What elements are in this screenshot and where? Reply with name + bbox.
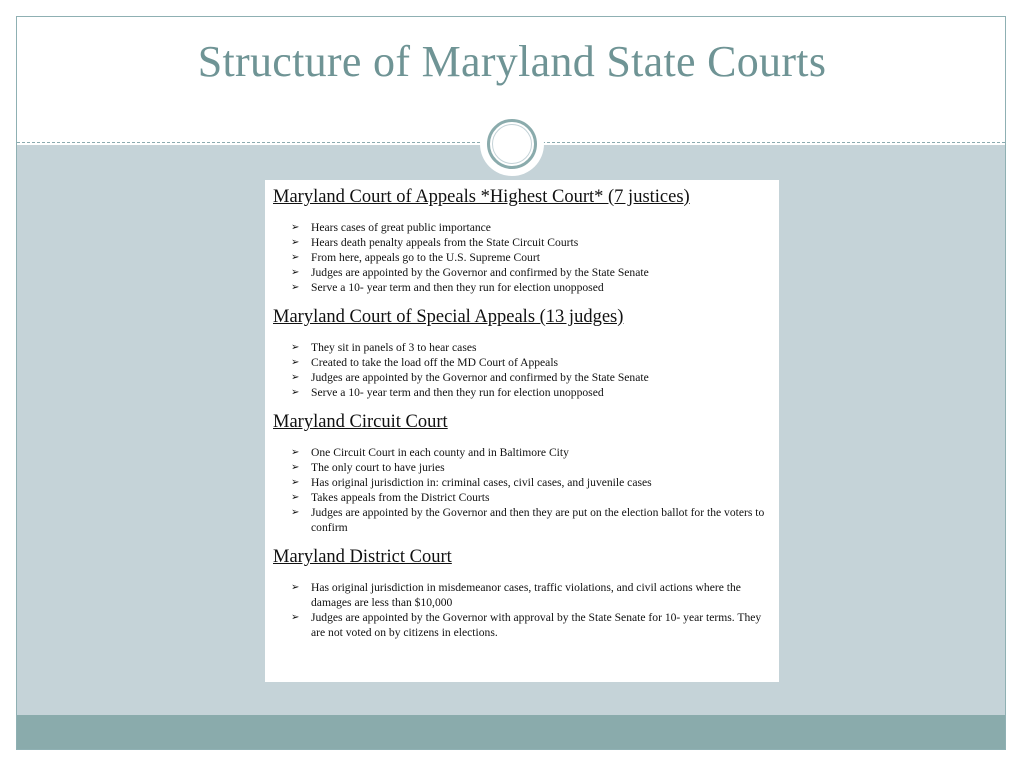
list-item: ➢ Serve a 10- year term and then they run for election unopposed <box>291 386 604 399</box>
arrowhead-bullet-icon: ➢ <box>291 237 300 248</box>
arrowhead-bullet-icon: ➢ <box>291 267 300 278</box>
list-item: ➢ Created to take the load off the MD Court of Appeals <box>291 356 559 369</box>
section-heading: Maryland Court of Appeals *Highest Court* (7 justices) <box>273 187 690 207</box>
arrowhead-bullet-icon: ➢ <box>291 492 300 503</box>
list-item: ➢ From here, appeals go to the U.S. Supreme Court <box>291 251 540 264</box>
section-heading: Maryland Court of Special Appeals (13 judges) <box>273 307 624 327</box>
bullet-list <box>273 220 769 295</box>
list-item: ➢ The only court to have juries <box>291 461 445 474</box>
arrowhead-bullet-icon: ➢ <box>291 477 300 488</box>
section-heading: Maryland District Court <box>273 547 452 567</box>
court-structure-document <box>265 180 779 682</box>
section-0 <box>273 186 769 295</box>
bullet-list <box>273 340 769 400</box>
section-heading: Maryland Circuit Court <box>273 412 448 432</box>
bullet-list <box>273 580 769 640</box>
list-item: ➢ Judges are appointed by the Governor and then they are put on the election ballot for the voters to confirm <box>291 506 765 534</box>
list-item: ➢ They sit in panels of 3 to hear cases <box>291 341 477 354</box>
slide-title: Structure of Maryland State Courts <box>197 37 827 86</box>
arrowhead-bullet-icon: ➢ <box>291 612 300 623</box>
arrowhead-bullet-icon: ➢ <box>291 447 300 458</box>
arrowhead-bullet-icon: ➢ <box>291 372 300 383</box>
footer-bar <box>17 715 1005 749</box>
arrowhead-bullet-icon: ➢ <box>291 507 300 518</box>
list-item: ➢ Judges are appointed by the Governor and confirmed by the State Senate <box>291 266 649 279</box>
ornament-ring <box>487 119 537 169</box>
list-item: ➢ Judges are appointed by the Governor with approval by the State Senate for 10- year terms. They are not voted on by citizens in elections. <box>291 611 762 639</box>
circle-ornament-icon <box>480 112 544 176</box>
list-item: ➢ Has original jurisdiction in: criminal cases, civil cases, and juvenile cases <box>291 476 652 489</box>
arrowhead-bullet-icon: ➢ <box>291 282 300 293</box>
arrowhead-bullet-icon: ➢ <box>291 357 300 368</box>
arrowhead-bullet-icon: ➢ <box>291 222 300 233</box>
list-item: ➢ One Circuit Court in each county and in Baltimore City <box>291 446 569 459</box>
section-1 <box>273 306 769 400</box>
list-item: ➢ Hears death penalty appeals from the State Circuit Courts <box>291 236 579 249</box>
arrowhead-bullet-icon: ➢ <box>291 252 300 263</box>
arrowhead-bullet-icon: ➢ <box>291 582 300 593</box>
list-item: ➢ Takes appeals from the District Courts <box>291 491 490 504</box>
list-item: ➢ Hears cases of great public importance <box>291 221 491 234</box>
arrowhead-bullet-icon: ➢ <box>291 387 300 398</box>
arrowhead-bullet-icon: ➢ <box>291 342 300 353</box>
section-3 <box>273 546 769 640</box>
arrowhead-bullet-icon: ➢ <box>291 462 300 473</box>
ornament-inner-ring <box>492 124 532 164</box>
section-2 <box>273 411 769 535</box>
bullet-list <box>273 445 769 535</box>
list-item: ➢ Serve a 10- year term and then they run for election unopposed <box>291 281 604 294</box>
list-item: ➢ Judges are appointed by the Governor and confirmed by the State Senate <box>291 371 649 384</box>
list-item: ➢ Has original jurisdiction in misdemeanor cases, traffic violations, and civil actions where the damages are less than $10,000 <box>291 581 741 609</box>
